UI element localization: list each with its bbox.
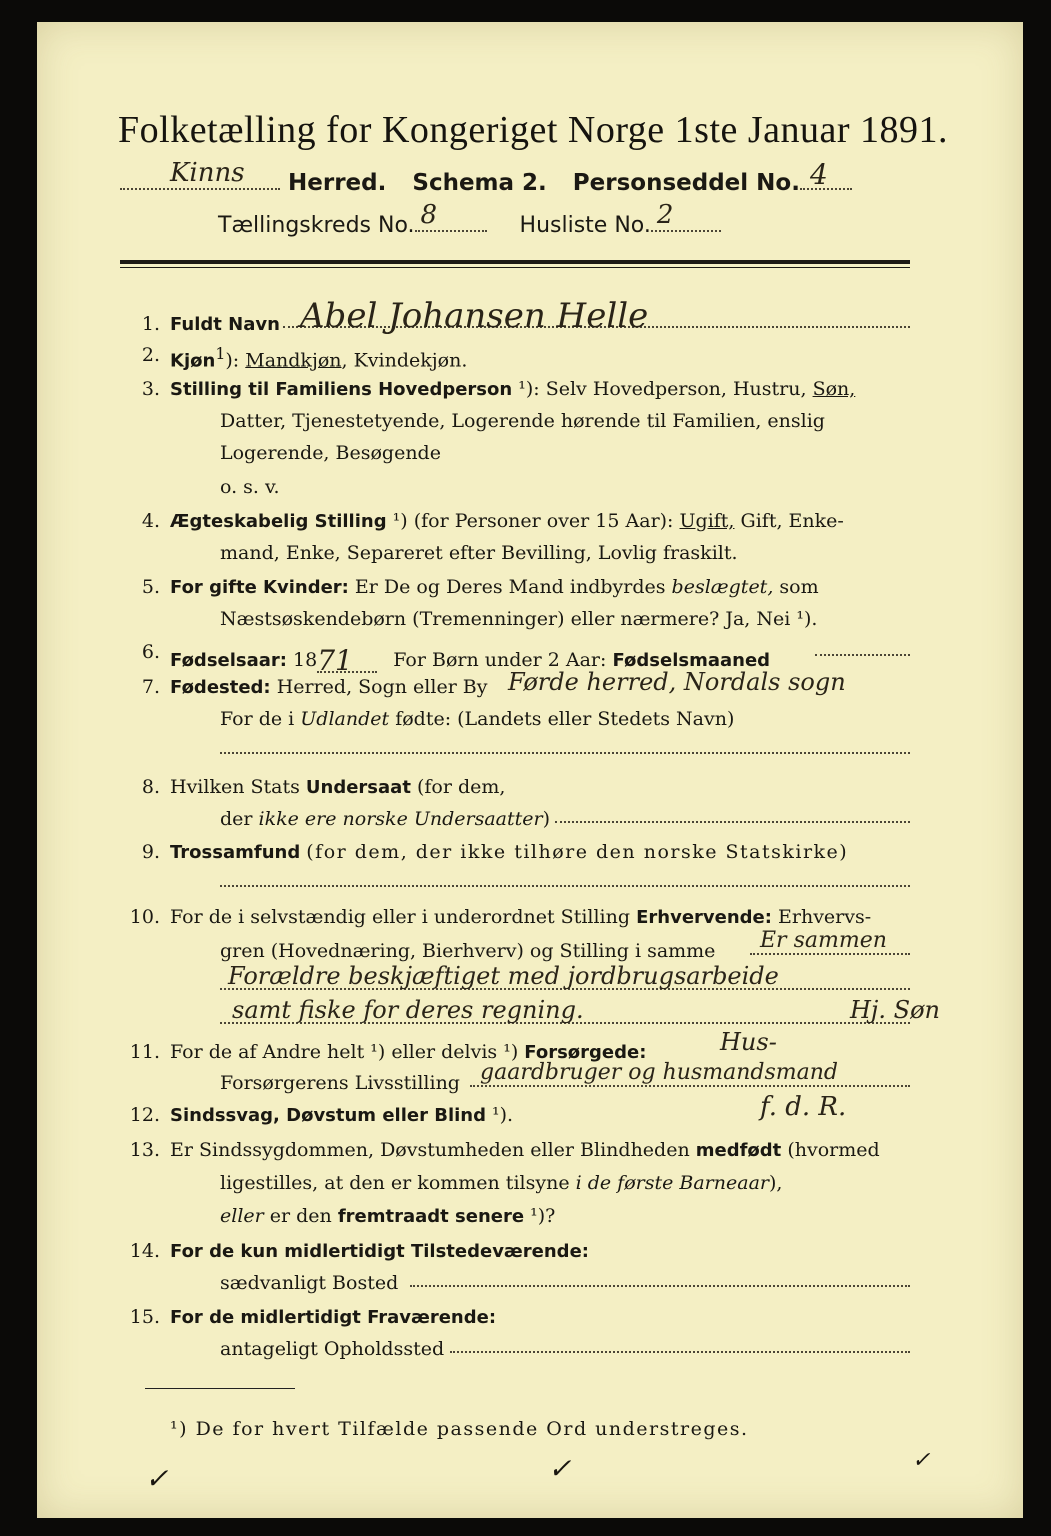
- nationality-line[interactable]: [555, 821, 910, 823]
- field-number: 12.: [129, 1104, 160, 1126]
- nationality-note: (for dem,: [416, 776, 506, 798]
- disability-label: Sindssvag, Døvstum eller Blind: [170, 1105, 486, 1126]
- family-position-selected[interactable]: Søn,: [812, 378, 856, 400]
- field-number: 5.: [141, 576, 160, 598]
- sex-option-separator: ,: [341, 349, 354, 372]
- field-number: 7.: [141, 676, 160, 698]
- taellingskreds-label: Tællingskreds No.: [218, 213, 415, 238]
- full-name-label: Fuldt Navn: [170, 314, 280, 335]
- married-women-question-2: Næstsøskendebørn (Tremenninger) eller nærmere? Ja, Nei ¹).: [220, 608, 818, 630]
- herred-label: Herred.: [288, 170, 387, 196]
- check-mark-icon: ✓: [145, 1462, 169, 1495]
- dependents-value-1: Hus-: [720, 1028, 777, 1056]
- footnote: ¹) De for hvert Tilfælde passende Ord understreges.: [170, 1418, 749, 1440]
- congenital-childhood: i de første Barneaar: [575, 1172, 769, 1194]
- congenital-line-2: ligestilles, at den er kommen tilsyne i de første Barneaar),: [220, 1172, 783, 1194]
- check-mark-icon: ✓: [912, 1448, 931, 1473]
- disability-value: f. d. R.: [760, 1092, 847, 1122]
- marital-status-label: Ægteskabelig Stilling: [170, 511, 387, 532]
- husliste-label: Husliste No.: [519, 213, 651, 238]
- occupation-value-3: samt fiske for deres regning.: [232, 996, 584, 1024]
- birthplace-label: Fødested:: [170, 677, 271, 698]
- husliste-value: 2: [656, 200, 674, 230]
- field-number: 2.: [141, 344, 160, 366]
- schema-label: Schema 2.: [412, 170, 547, 196]
- personseddel-field[interactable]: [800, 158, 852, 191]
- occupation-erhvervs: Erhvervs-: [778, 906, 872, 928]
- nationality-label: Undersaat: [305, 777, 411, 798]
- family-position-options-1: Selv Hovedperson, Hustru,: [545, 378, 807, 400]
- family-position-osv: o. s. v.: [220, 476, 280, 498]
- congenital-hvormed: (hvormed: [787, 1139, 880, 1161]
- field-number: 11.: [129, 1041, 160, 1063]
- provider-occupation-label: Forsørgerens Livsstilling: [220, 1072, 460, 1094]
- probable-residence-line[interactable]: [450, 1351, 910, 1353]
- field-number: 13.: [129, 1139, 160, 1161]
- usual-residence-label: sædvanligt Bosted: [220, 1272, 399, 1294]
- birth-year-field[interactable]: [317, 643, 377, 677]
- congenital-text: ligestilles, at den er kommen tilsyne: [220, 1172, 570, 1194]
- personseddel-label: Personseddel No.: [572, 170, 800, 196]
- header-line-1: [120, 158, 852, 196]
- taellingskreds-value: 8: [420, 200, 438, 230]
- family-position-label: Stilling til Familiens Hovedperson: [170, 379, 513, 400]
- census-form-sheet: [37, 22, 1023, 1518]
- nationality-der: der: [220, 808, 253, 830]
- family-position-options-2: Datter, Tjenestetyende, Logerende hørende til Familien, enslig: [220, 410, 825, 432]
- taellingskreds-field[interactable]: [415, 200, 487, 232]
- sex-label: Kjøn: [170, 350, 216, 372]
- occupation-line-2: gren (Hovednæring, Bierhverv) og Stilling i samme: [220, 940, 716, 962]
- marital-status-selected[interactable]: Ugift,: [679, 510, 735, 532]
- birth-month-line[interactable]: [815, 654, 910, 656]
- congenital-label: medfødt: [695, 1140, 782, 1161]
- religion-line[interactable]: [220, 885, 910, 887]
- birth-year-prefix: 18: [293, 649, 318, 671]
- check-mark-icon: ✓: [548, 1452, 572, 1485]
- birthplace-value: Førde herred, Nordals sogn: [508, 668, 846, 696]
- field-number: 3.: [141, 378, 160, 400]
- sex-option-male[interactable]: Mandkjøn: [245, 349, 342, 372]
- birthplace-options: Herred, Sogn eller By: [276, 676, 488, 698]
- congenital-er-den: er den: [269, 1205, 332, 1227]
- family-position-options-3: Logerende, Besøgende: [220, 442, 441, 464]
- dependents-prefix: For de af Andre: [170, 1041, 321, 1063]
- form-title: Folketælling for Kongeriget Norge 1ste Januar 1891.: [118, 109, 949, 151]
- dependents-label: Forsørgede:: [524, 1042, 647, 1063]
- header-divider-thick: [120, 260, 910, 264]
- herred-value: Kinns: [170, 158, 245, 188]
- field-number: 6.: [141, 641, 160, 663]
- married-women-related: beslægtet,: [671, 576, 774, 598]
- full-name-value: Abel Johansen Helle: [300, 296, 649, 336]
- provider-occupation-line[interactable]: [470, 1085, 910, 1087]
- field-number: 1.: [141, 313, 160, 335]
- occupation-value-1: Er sammen: [760, 928, 887, 953]
- occupation-value-4: Hj. Søn: [850, 996, 940, 1024]
- field-number: 10.: [129, 906, 160, 928]
- congenital-line-3: eller er den fremtraadt senere ¹)?: [220, 1205, 556, 1227]
- field-number: 15.: [129, 1306, 160, 1328]
- probable-residence-label: antageligt Opholdssted: [220, 1338, 445, 1360]
- religion-label: Trossamfund: [170, 842, 301, 863]
- temporary-present-label: For de kun midlertidigt Tilstedeværende:: [170, 1241, 589, 1262]
- married-women-question: Er De og Deres Mand indbyrdes: [354, 576, 666, 598]
- religion-note: (for dem, der ikke tilhøre den norske Statskirke): [306, 841, 849, 863]
- sex-option-female[interactable]: Kvindekjøn.: [353, 349, 468, 372]
- congenital-question: Er Sindssygdommen, Døvstumheden eller Blindheden: [170, 1139, 690, 1161]
- dependents-helt: helt: [327, 1041, 365, 1063]
- nationality-line-2: der ikke ere norske Undersaatter): [220, 808, 551, 830]
- abroad-prefix: For de i: [220, 708, 295, 730]
- abroad-word: Udlandet: [300, 708, 390, 730]
- usual-residence-line[interactable]: [410, 1285, 910, 1287]
- footnote-ref: 1: [215, 344, 226, 363]
- nationality-prefix: Hvilken Stats: [170, 776, 300, 798]
- field-number: 8.: [141, 776, 160, 798]
- birth-month-note: For Børn under 2 Aar:: [393, 649, 607, 671]
- married-women-label: For gifte Kvinder:: [170, 577, 349, 598]
- marital-status-note: (for Personer over 15 Aar):: [413, 510, 674, 532]
- occupation-prefix: For de i selvstændig eller i underordnet Stilling: [170, 906, 631, 928]
- husliste-field[interactable]: [651, 200, 721, 232]
- birth-year-label: Fødselsaar:: [170, 650, 287, 671]
- abroad-suffix: fødte: (Landets eller Stedets Navn): [395, 708, 735, 730]
- occupation-line-a[interactable]: [750, 953, 910, 955]
- herred-field[interactable]: [120, 158, 280, 190]
- birthplace-abroad: [220, 710, 734, 729]
- congenital-later: fremtraadt senere: [337, 1206, 525, 1227]
- married-women-som: som: [779, 576, 819, 598]
- marital-status-options-1: Gift, Enke-: [740, 510, 844, 532]
- occupation-label: Erhvervende:: [636, 907, 772, 928]
- birth-year-value: 71: [317, 644, 353, 677]
- header-divider-thin: [120, 267, 910, 268]
- birthplace-abroad-line[interactable]: [220, 752, 910, 754]
- congenital-eller: eller: [220, 1205, 264, 1227]
- field-number: 9.: [141, 841, 160, 863]
- birth-month-label: Fødselsmaaned: [612, 650, 771, 671]
- personseddel-value: 4: [809, 158, 828, 191]
- header-line-2: [218, 200, 721, 238]
- occupation-value-2: Forældre beskjæftiget med jordbrugsarbeide: [228, 962, 779, 990]
- nationality-condition: ikke ere norske Undersaatter: [258, 808, 543, 830]
- field-number: 4.: [141, 510, 160, 532]
- field-number: 14.: [129, 1240, 160, 1262]
- temporary-absent-label: For de midlertidigt Fraværende:: [170, 1307, 497, 1328]
- provider-occupation-value: gaardbruger og husmandsmand: [480, 1060, 838, 1085]
- marital-status-options-2: mand, Enke, Separeret efter Bevilling, Lovlig fraskilt.: [220, 542, 738, 564]
- dependents-delvis: eller delvis: [391, 1041, 498, 1063]
- footnote-divider: [145, 1388, 295, 1389]
